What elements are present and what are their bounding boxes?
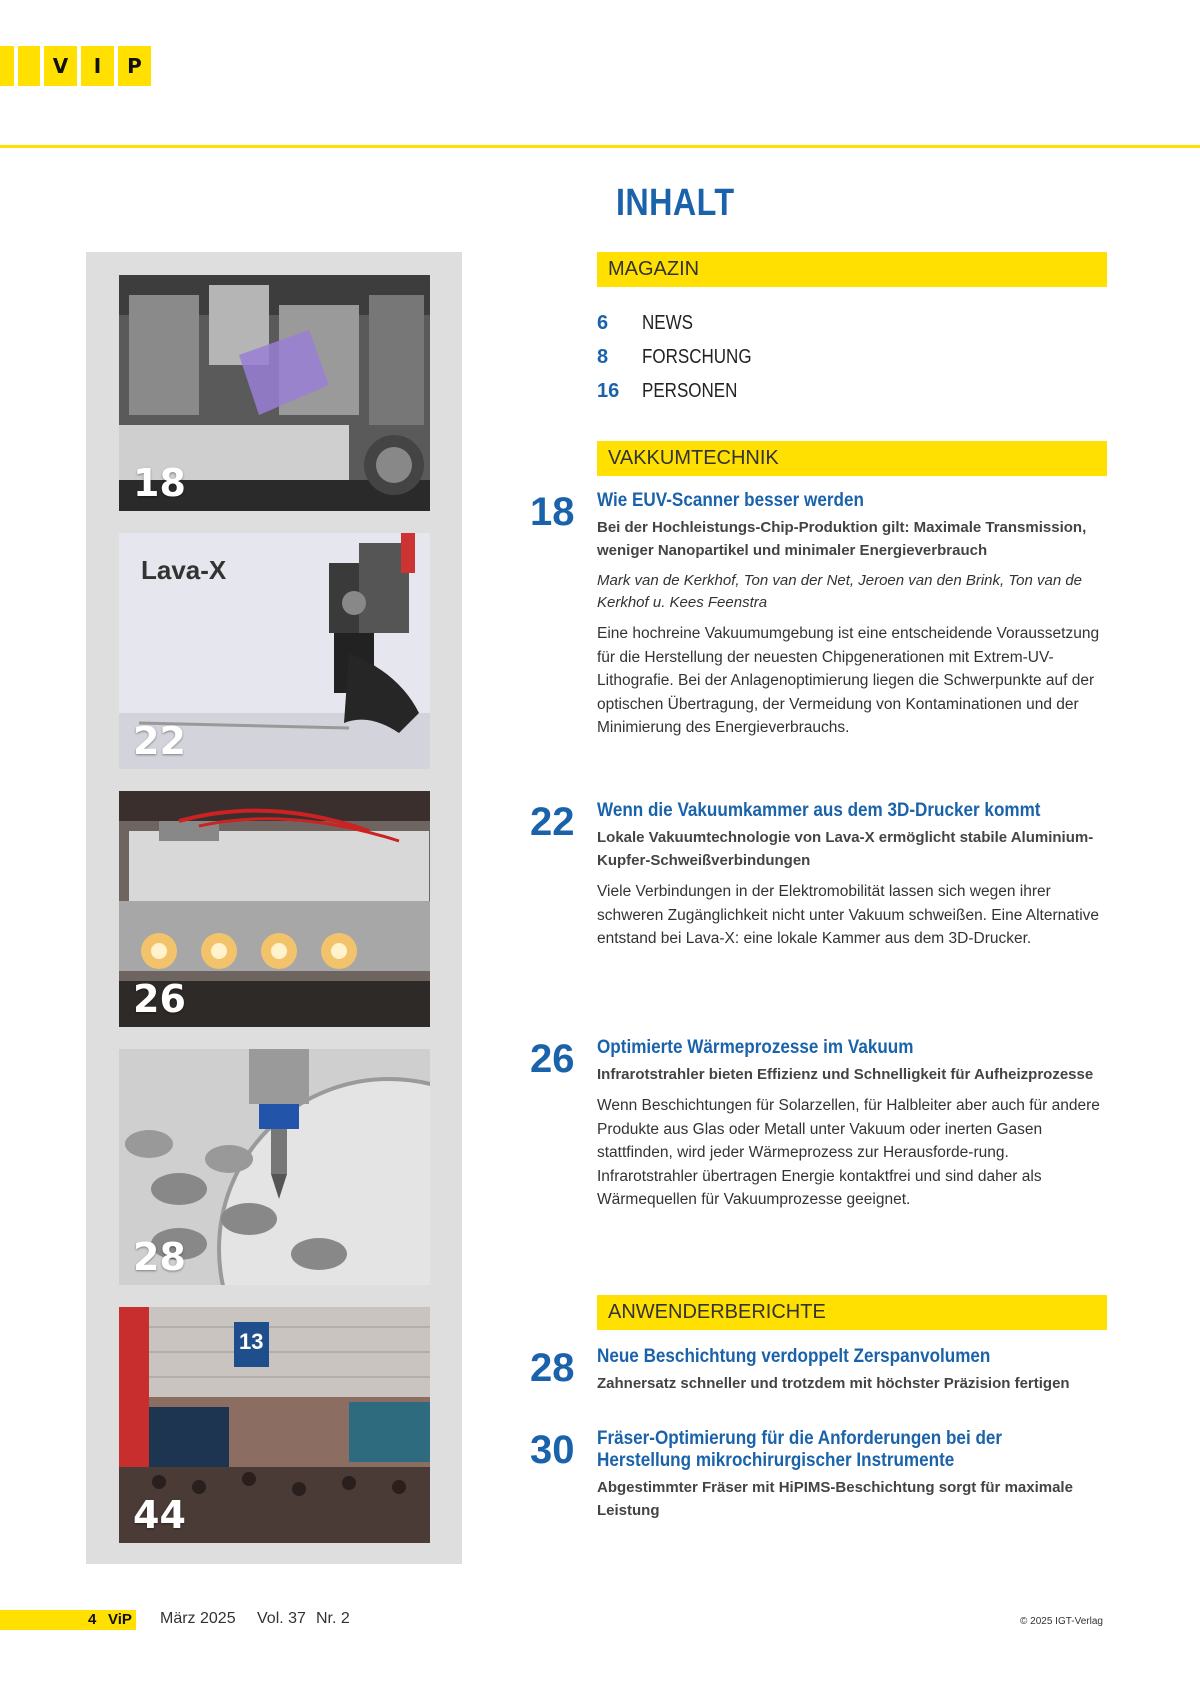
magazin-item-news[interactable] [597,312,702,335]
article-title[interactable]: Neue Beschichtung verdoppelt Zerspanvolumen [597,1346,991,1367]
article-page-number: 30 [530,1428,575,1472]
footer-volume: Vol. 37 [257,1610,306,1627]
article-teaser: Eine hochreine Vakuumumgebung ist eine entscheidende Voraussetzung für die Herstellung der neuesten Chipgenerationen mit Extrem-UV-Lithografie. Bei der Anlagenoptimierung liegen die Schwerpunkte auf der optischen Übertragung, der Vermeidung von Kontaminationen und der Minimierung des Energieverbrauchs. [597,625,1100,736]
lava-x-logo: Lava-X [141,555,227,585]
article-teaser: Wenn Beschichtungen für Solarzellen, für Halbleiter aber auch für andere Produkte aus Glas oder Metall unter Vakuum oder inerten Gasen stattfinden, wird jeder Wärmeprozess zur Herausforde-rung. Infrarotstrahler übertragen Energie kontaktfrei und sind daher als Wärmequellen für Vakuumprozesse geeignet. [597,1097,1100,1208]
article-subtitle: Zahnersatz schneller und trotzdem mit höchster Präzision fertigen [597,1375,1070,1392]
header-divider [0,145,1200,148]
item-label: NEWS [642,312,693,334]
vip-logo [0,46,155,86]
article-title[interactable]: Optimierte Wärmeprozesse im Vakuum [597,1037,914,1058]
thumbnail-page-number: 44 [133,1493,186,1537]
item-label: PERSONEN [642,380,738,402]
footer-brand: ViP [108,1611,132,1628]
magazin-item-personen[interactable] [597,380,754,403]
thumbnail-page-number: 18 [133,461,186,505]
thumbnail-sidebar [86,252,462,1564]
article-page-number: 22 [530,800,575,844]
logo-letter: I [81,46,114,86]
article-page-number: 28 [530,1346,575,1390]
article-subtitle: Abgestimmter Fräser mit HiPIMS-Beschichtung sorgt für maximale Leistung [597,1479,1073,1519]
item-page-number: 8 [597,346,609,368]
thumbnail-page-number: 26 [133,977,186,1021]
footer-copyright: © 2025 IGT-Verlag [1020,1616,1103,1627]
logo-letter: P [118,46,151,86]
article-page-number: 18 [530,490,575,534]
thumbnail-infrared-heater[interactable] [119,791,430,1027]
page-title: INHALT [616,182,735,224]
article-authors: Mark van de Kerkhof, Ton van der Net, Jeroen van den Brink, Ton van de Kerkhof u. Kees Feenstra [597,572,1083,611]
article-page-number: 26 [530,1037,575,1081]
logo-block [0,46,14,86]
section-header-anwenderberichte [597,1295,1107,1330]
magazin-item-forschung[interactable] [597,346,771,369]
thumbnail-trade-fair[interactable] [119,1307,430,1543]
item-label: FORSCHUNG [642,346,752,368]
article-teaser: Viele Verbindungen in der Elektromobilität lassen sich wegen ihrer schweren Zugänglichkeit nicht unter Vakuum schweißen. Eine Alternative entstand bei Lava-X: eine lokale Kammer aus dem 3D-Drucker. [597,883,1100,947]
footer-date: März 2025 [160,1610,236,1627]
thumbnail-page-number: 28 [133,1235,186,1279]
article-title[interactable]: Wie EUV-Scanner besser werden [597,490,864,511]
thumbnail-page-number: 22 [133,719,186,763]
item-page-number: 6 [597,312,609,334]
article-subtitle: Bei der Hochleistungs-Chip-Produktion gilt: Maximale Transmission, weniger Nanopartikel und minimaler Energieverbrauch [597,519,1087,559]
article-subtitle: Infrarotstrahler bieten Effizienz und Schnelligkeit für Aufheizprozesse [597,1066,1094,1083]
article-title-line-2[interactable]: Herstellung mikrochirurgischer Instrumente [597,1450,955,1471]
footer-issue: Nr. 2 [316,1610,350,1627]
footer-page-number: 4 [88,1611,97,1628]
thumbnail-lava-x[interactable] [119,533,430,769]
article-subtitle: Lokale Vakuumtechnologie von Lava-X ermöglicht stabile Aluminium-Kupfer-Schweißverbindungen [597,829,1094,869]
section-label: ANWENDERBERICHTE [608,1301,826,1323]
logo-letter: V [44,46,77,86]
section-label: VAKKUMTECHNIK [608,447,779,469]
article-title-line-1[interactable]: Fräser-Optimierung für die Anforderungen bei der [597,1428,1003,1449]
article-title[interactable]: Wenn die Vakuumkammer aus dem 3D-Drucker kommt [597,800,1041,821]
section-label: MAGAZIN [608,258,700,280]
thumbnail-milling-cutter[interactable] [119,1049,430,1285]
section-header-vakuumtechnik [597,441,1107,476]
hall-sign: 13 [239,1329,264,1354]
logo-block [18,46,40,86]
item-page-number: 16 [597,380,620,402]
section-header-magazin [597,252,1107,287]
thumbnail-euv-scanner[interactable] [119,275,430,511]
